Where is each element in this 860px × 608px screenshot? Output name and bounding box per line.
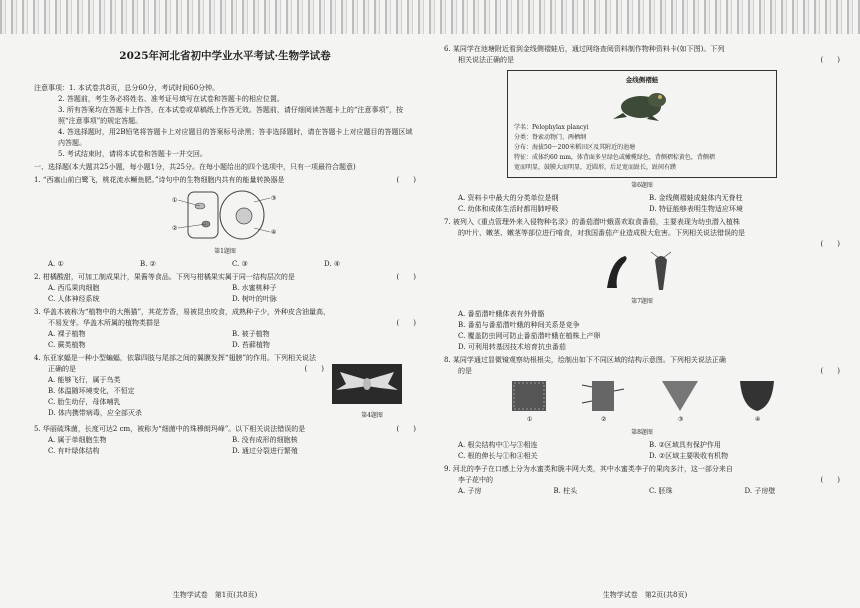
- q3-options-row1: [34, 329, 416, 340]
- q2-option-a: A. 西瓜果肉细胞: [48, 284, 100, 292]
- q2-option-b: B. 水蜜桃种子: [232, 284, 277, 292]
- q5-stem: 5. 华丽硫珠菌，长度可达2 cm，被称为“细菌中的珠穆朗玛峰”。以下相关说法错误的是 ( ): [34, 425, 416, 433]
- species-card-line-1: 学名：Pelophylax plancyi: [514, 124, 589, 131]
- q1-option-d: D. ④: [324, 260, 341, 268]
- q4-stem-line2: 正确的是 ( ): [48, 365, 324, 373]
- q2-options-row1: [34, 283, 416, 294]
- q5-option-c: C. 有叶绿体结构: [48, 447, 100, 455]
- notice-5: 5. 考试结束时，请将本试卷和答题卡一并交回。: [58, 150, 207, 158]
- q2-stem: 2. 柑橘酸甜，可加工制成果汁，果酱等食品。下列与柑橘果实属于同一结构层次的是 ( ): [34, 273, 416, 281]
- q5-option-b: B. 没有成形的细胞核: [232, 436, 298, 444]
- q7-moth-figure: [597, 250, 687, 294]
- notice-label: 注意事项：1. 本试卷共8页，总分60分，考试时间60分钟。: [34, 84, 220, 92]
- q5-option-a: A. 属于单细胞生物: [48, 436, 107, 444]
- species-card-title: 金线侧褶蛙: [625, 76, 659, 84]
- q8-figure-caption: 第8题图: [631, 429, 653, 436]
- q8-label-4: ④: [755, 416, 761, 423]
- q3-option-d: D. 苔藓植物: [232, 341, 270, 349]
- q7-option-b: B. 番茄与番茄潜叶蛾的种间关系是竞争: [458, 321, 580, 329]
- species-card-line-2: 分类：脊索动物门、两栖纲: [514, 134, 587, 141]
- root-region-1: [512, 381, 546, 411]
- q9-options: [444, 486, 840, 497]
- q5-option-d: D. 通过分裂进行繁殖: [232, 447, 298, 455]
- q7-stem-line1: 7. 被列入《重点管理外来入侵物种名录》的番茄潜叶蛾喜欢取食番茄，主要表现为幼虫潜入植株: [444, 218, 740, 226]
- species-card-line-3: 分布：海拔50～200米稻田区及其附近的池塘: [514, 144, 636, 151]
- q8-stem-line1: 8. 某同学通过显微镜观察幼根根尖，绘制出如下不同区域的结构示意图。下列相关说法正确: [444, 356, 726, 364]
- q6-options-row1: [444, 193, 840, 204]
- species-card-line-4: 特征：成体约60 mm，体背面多呈绿色或橄榄绿色，背侧褶棕黄色，背侧褶: [514, 154, 715, 161]
- q9-option-d: D. 子房壁: [744, 487, 776, 495]
- q2-option-c: C. 人体神经系统: [48, 295, 100, 303]
- q1-label-3: ③: [271, 195, 277, 202]
- q6-option-b: B. 金线侧褶蛙成蛙体内无脊柱: [649, 194, 743, 202]
- q8-label-2: ②: [601, 416, 607, 423]
- q6-option-a: A. 资料卡中最大的分类单位是纲: [458, 194, 559, 202]
- q8-option-b: B. ②区域具有保护作用: [649, 441, 721, 449]
- q8-option-c: C. 根的伸长与①和④相关: [458, 452, 538, 460]
- q3-option-a: A. 裸子植物: [48, 330, 86, 338]
- page-2-footer: 生物学试卷 第2页(共8页): [602, 591, 688, 599]
- q3-option-c: C. 蕨类植物: [48, 341, 86, 349]
- section-1-heading: 一、选择题(本大题共25小题，每小题1分，共25分。在每小题给出的四个选项中，只有一项最符合题意): [34, 163, 356, 171]
- q9-stem-line1: 9. 河北的李子在口感上分为水蜜类和脆丰网大类，其中水蜜类李子的果肉多汁，这一部分来自: [444, 465, 733, 473]
- q1-label-2: ②: [172, 225, 178, 232]
- q4-option-c: C. 胎生幼仔，母体哺乳: [48, 398, 121, 406]
- q4-figure-caption: 第4题图: [361, 412, 383, 419]
- notice-2: 2. 答题前，考生务必将姓名、准考证号填写在试卷和答题卡的相应位置。: [58, 95, 284, 103]
- q6-options-row2: [444, 204, 840, 215]
- root-region-4: [740, 381, 774, 411]
- q9-option-b: B. 柱头: [553, 487, 578, 495]
- species-info-card: [507, 70, 777, 178]
- q6-figure-caption: 第6题图: [631, 182, 653, 189]
- notice-3: 3. 所有答案均在答题卡上作答，在本试卷或草稿纸上作答无效。答题前，请仔细阅读答题卡上的“注意事项”，按照“注意事项”的规定答题。: [58, 106, 404, 125]
- q2-option-d: D. 树叶的叶脉: [232, 295, 277, 303]
- q1-label-1: ①: [172, 197, 178, 204]
- q7-stem-line2: 的叶片、嫩茎、嫩茎等部位进行啃食，对我国番茄产业造成极大危害。下列相关说法错误的是: [458, 229, 745, 237]
- root-region-3: [662, 381, 698, 411]
- q6-stem-line1: 6. 某同学在池塘附近看到金线侧褶蛙后，通过网络查阅资料制作物种资料卡(如下图)。下列: [444, 45, 725, 53]
- q6-option-c: C. 幼体和成体生活时都用肺呼吸: [458, 205, 559, 213]
- q4-stem-line1: 4. 东亚家蝠是一种小型蝙蝠，依靠四肢与尾部之间的翼膜发挥“翅膀”的作用。下列相关说法: [34, 354, 317, 362]
- q7-option-a: A. 番茄潜叶蛾体表有外骨骼: [458, 310, 545, 318]
- q6-stem-line2: 相关说法正确的是 ( ): [458, 56, 840, 64]
- q9-stem-line2: 李子花中的 ( ): [458, 476, 840, 484]
- q8-option-a: A. 根尖结构中①与③相连: [458, 441, 538, 449]
- q3-stem-line2: 不易发芽。华盖木所属的植物类群是 ( ): [48, 319, 416, 327]
- q1-options: [34, 259, 416, 270]
- q1-label-4: ④: [271, 229, 277, 236]
- q9-option-c: C. 胚珠: [649, 487, 673, 495]
- species-card-line-5: 宽而明显，鼓膜大而明显，近圆形，后足宽而趾长，趾间有蹼: [514, 164, 677, 171]
- notice-4: 4. 答选择题时，用2B铅笔将答题卡上对应题目的答案标号涂黑；答非选择题时，请在答题卡上对应题目的答题区域内答题。: [58, 128, 413, 147]
- root-region-2: [582, 381, 624, 411]
- page-1-footer: 生物学试卷 第1页(共8页): [172, 591, 258, 599]
- exam-page-2: [430, 0, 860, 608]
- q3-options-row2: [34, 340, 416, 351]
- q8-options-row2: [444, 451, 840, 462]
- q3-option-b: B. 被子植物: [232, 330, 270, 338]
- q7-option-d: D. 可利用转基因技术培育抗虫番茄: [458, 343, 566, 351]
- q6-option-d: D. 特征能够表明生物适应环境: [649, 205, 743, 213]
- q7-paren: ( ): [820, 240, 840, 248]
- q4-body: [34, 364, 416, 423]
- q8-option-d: D. ②区域主要吸收有机物: [649, 452, 729, 460]
- q7-option-c: C. 覆盖防虫网可防止番茄潜叶蛾在植株上产卵: [458, 332, 601, 340]
- q1-option-b: B. ②: [140, 260, 156, 268]
- q4-bat-figure: [332, 364, 402, 404]
- q1-option-a: A. ①: [48, 260, 64, 268]
- q3-stem-line1: 3. 华盖木被称为“植物中的大熊猫”，其花芳香，易被昆虫咬食，成熟种子少，外种皮含油量高，: [34, 308, 331, 316]
- q2-options-row2: [34, 294, 416, 305]
- q1-stem: 1. “西塞山前白鹭飞，桃花流水鳜鱼肥。”诗句中的生物细胞内共有的能量转换器是 ( ): [34, 176, 416, 184]
- q8-label-3: ③: [678, 416, 684, 423]
- q4-option-d: D. 体内携带病毒，应全部灭杀: [48, 409, 142, 417]
- frog-image: [607, 85, 677, 123]
- q9-option-a: A. 子房: [458, 487, 482, 495]
- notice-1: 1. 本试卷共8页，总分60分，考试时间60分钟。: [69, 84, 220, 92]
- q8-stem-line2: 的是 ( ): [458, 367, 840, 375]
- q4-option-a: A. 能够飞行，属于鸟类: [48, 376, 121, 384]
- q8-options-row1: [444, 440, 840, 451]
- q1-cell-figure: [170, 186, 280, 244]
- q8-label-1: ①: [527, 416, 533, 423]
- q1-figure-caption: 第1题图: [214, 248, 236, 255]
- exam-title: 2025年河北省初中学业水平考试·生物学试卷: [119, 50, 331, 62]
- q5-options-row2: [34, 446, 416, 457]
- q8-root-tip-figure: [482, 377, 802, 425]
- q5-options-row1: [34, 435, 416, 446]
- q1-option-c: C. ③: [232, 260, 248, 268]
- q4-option-b: B. 体温随环境变化，不恒定: [48, 387, 135, 395]
- q7-figure-caption: 第7题图: [631, 298, 653, 305]
